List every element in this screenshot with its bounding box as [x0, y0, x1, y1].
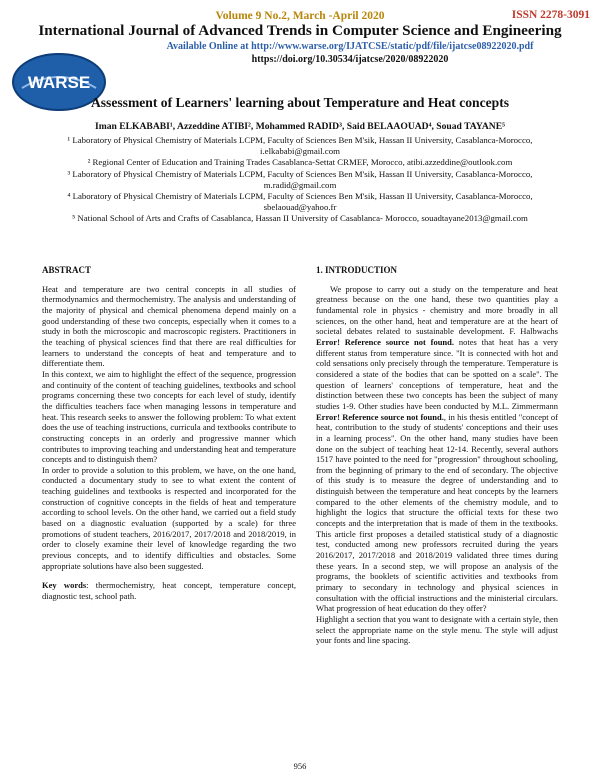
affiliation-5: ⁵ National School of Arts and Crafts of Casablanca, Hassan II University of Casablanca- Morocco, souadtayane2013@gmail.com [72, 213, 528, 224]
volume-issue: Volume 9 No.2, March -April 2020 [215, 10, 385, 22]
affiliations [40, 135, 560, 225]
affiliation-4: ⁴ Laboratory of Physical Chemistry of Materials LCPM, Faculty of Sciences Ben M'sik, Hassan II University, Casablanca-Morocco, sbelaouad@yahoo.fr [67, 191, 533, 213]
keywords-label: Key words [42, 580, 87, 591]
keywords [42, 580, 296, 601]
keywords-text: : thermochemistry, heat concept, temperature concept, diagnostic test, school path. [42, 580, 296, 602]
available-online-link[interactable]: Available Online at http://www.warse.org/IJATCSE/static/pdf/file/ijatcse08922020.pdf [166, 41, 534, 52]
abstract-heading: ABSTRACT [42, 265, 92, 275]
reference-error-1: Error! Reference source not found. [316, 336, 455, 347]
affiliation-3: ³ Laboratory of Physical Chemistry of Materials LCPM, Faculty of Sciences Ben M'sik, Hassan II University, Casablanca-Morocco, m.radid@gmail.com [67, 168, 533, 190]
page-number: 956 [293, 761, 307, 771]
paper-title: Assessment of Learners' learning about Temperature and Heat concepts [90, 95, 510, 110]
introduction-paragraph-2: Highlight a section that you want to designate with a certain style, then select the appropriate name on the style menu. The style will adjust your fonts and line spacing. [316, 614, 558, 646]
abstract-paragraph-2: In this context, we aim to highlight the effect of the sequence, progression and continuity of the content of teaching guidelines, textbooks and school programs concerning these two concepts for each level of study, identify the difficulties teachers face when managing lessons in temperature and heat. This research seeks to answer the following problem: To what extent does the use of teaching instructions, curricula and textbooks contribute to constructing concepts in an orderly and progressive manner which contributes to improving teaching and understanding heat and temperature concepts and to distinguish them? [42, 368, 296, 465]
reference-error-2: Error! Reference source not found. [316, 411, 444, 422]
affiliation-2: ² Regional Center of Education and Training Trades Casablanca-Settat CRMEF, Morocco, atibi.azzeddine@outlook.com [87, 157, 513, 168]
affiliation-1: ¹ Laboratory of Physical Chemistry of Materials LCPM, Faculty of Sciences Ben M'sik, Hassan II University, Casablanca-Morocco, i.elkababi@gmail.com [67, 135, 533, 157]
abstract-paragraph-1: Heat and temperature are two central concepts in all studies of thermodynamics and thermochemistry. The analysis and understanding of the majority of physical and chemical phenomena depend mainly on a good understanding of these two concepts, especially when it comes to a study in both the microscopic and macroscopic registers. Practitioners in the teaching of physical sciences find that there are real difficulties for learners to understand the concepts of heat and temperature and to differentiate them. [42, 283, 296, 369]
introduction-heading: 1. INTRODUCTION [316, 265, 398, 275]
introduction-paragraph-1: We propose to carry out a study on the temperature and heat greatness because on the one hand, these two quantities play a fundamental role in physics - chemistry and more broadly in all sciences, on the other hand, heat and temperature are at the heart of societal debates related to sustainable development. F. Halbwachs Error! Reference source not found. notes that heat has a very different status from temperature since. "It is connected with hot and cold sensations only precisely through the temperature. Temperature is considered a state of the bodies that can be spotted on a scale". The question of learners' conceptions of temperature, heat and the distinction between these two concepts has been the subject of many studies 1-9. Other studies have been conducted by M.L. Zimmermann Error! Reference source not found., in his thesis entitled "concept of heat, contribution to the study of students' conceptions and their uses in a learning process". On the other hand, many studies have been done on the subject of teaching heat 12-14. Recently, several authors 1517 have pointed to the need for "progression" throughout schooling, from the beginning of primary to the end of secondary. The objective of this study is to measure the degree of understanding and to distinguish between the temperature and heat concepts by the learners compared to the other elements of the chemistry module, and to highlight the logics that structure the official texts for these two concepts and the interpretation that is made of them in the textbooks. This article first proposes a detailed statistical study of a diagnostic test, conducted among new professors recruited during the years 2016/2017, 2017/2018 and 2018/2019 validated three times during these years. In a second step, we will propose an analysis of the programs, the booklets of scientific activities and textbooks from primary to secondary in technology and physical sciences in consultation with the official instructions and the ministerial circulars. What progression of heat education do they offer? [316, 283, 558, 614]
abstract-paragraph-3: In order to provide a solution to this problem, we have, on the one hand, conducted a documentary study to see to what extent the content of teaching guidelines and textbooks is respected and incorporated for the construction of cognitive concepts in the fields of heat and temperature according to school levels. On the other hand, we carried out a field study based on a diagnostic evaluation (supported by a scale) for three promotions of student teachers, 2016/2017, 2017/2018 and 2018/2019, in order to closely examine their level of knowledge regarding the two previous concepts, and to identify difficulties and obstacles. Some appropriate solutions have also been suggested. [42, 464, 296, 571]
introduction-column [316, 265, 558, 646]
issn-label: ISSN 2278-3091 [511, 9, 590, 21]
journal-title: International Journal of Advanced Trends in Computer Science and Engineering [38, 22, 562, 39]
abstract-column [42, 265, 296, 602]
logo-text: WARSE [27, 73, 91, 92]
author-list: Iman ELKABABI¹, Azzeddine ATIBI², Mohammed RADID³, Said BELAAOUAD⁴, Souad TAYANE⁵ [94, 121, 506, 132]
doi-link[interactable]: https://doi.org/10.30534/ijatcse/2020/08922020 [251, 54, 449, 65]
